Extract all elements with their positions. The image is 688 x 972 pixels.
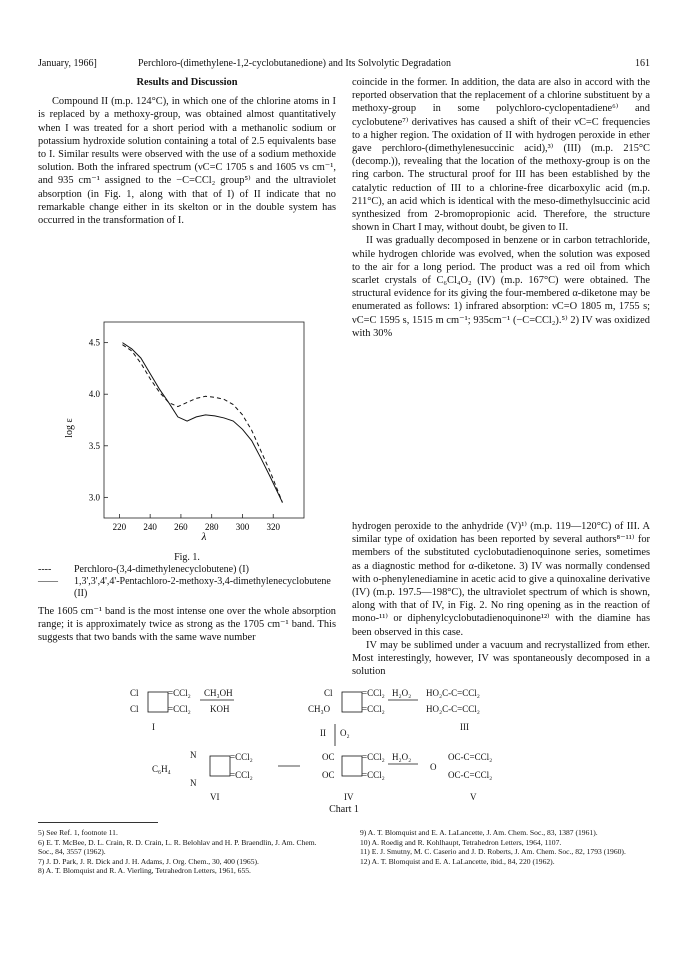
footnote-10: 10) A. Roedig and R. Kohlhaupt, Tetrahedron Letters, 1964, 1107. — [360, 837, 562, 847]
right-paragraph-2: II was gradually decomposed in benzene or in carbon tetrachloride, while hydrogen chloride was evolved, when the solution was exposed to the air for a long period. The product was a red oil from which scarlet crystals of C₆Cl₄O₂ (IV) (m.p. 167°C) were obtained. The structural evidence for its giving the four-membered α-diketone may be enumerated as follows: 1) infrared absorption: νC=O 1805 m, 1755 s; νC=C 1595 s, 1515 m cm⁻¹; 935cm⁻¹ (−C=CCl₂).⁵⁾ 2) IV was oxidized with 30% — [352, 235, 650, 339]
cmpd-vi-ccl2-bot: =CCl₂ — [230, 770, 253, 780]
cmpd-iii-top: HO₂C-C=CCl₂ — [426, 688, 480, 698]
right-paragraph-3: hydrogen peroxide to the anhydride (V)¹⁾ (m.p. 119—120°C) of III. A similar type of oxidation has been reported by several authors⁸⁻¹¹⁾ for members of the substituted cyclobutadienoquinone series, sometimes as a diagnostic method for α-diketone. 3) IV was normally condensed with o-phenylenediamine in acetic acid to give a quinoxaline derivative (IV) (m.p. 197.5—198°C), the ultraviolet spectrum of which is shown, along with that of IV, in Fig. 2. No ring opening as in the reaction of mono-¹¹⁾ or diphenylcyclobutadienoquinone¹²⁾ with the diamine has been observed in this case. — [352, 521, 650, 638]
cmpd-ii-ccl2-top: =CCl₂ — [362, 688, 385, 698]
label-iii: III — [460, 722, 469, 732]
y-tick-label: 4.0 — [88, 389, 100, 400]
x-tick-label: 260 — [174, 522, 188, 532]
y-axis-label: log ε — [64, 418, 75, 438]
footnote-7: 7) J. D. Park, J. R. Dick and J. H. Adams, J. Org. Chem., 30, 400 (1965). — [38, 856, 259, 866]
cmpd-vi-c6h4: C₆H₄ — [152, 764, 171, 774]
cmpd-vi-ccl2-top: =CCl₂ — [230, 752, 253, 762]
footnote-12: 12) A. T. Blomquist and E. A. LaLancette, ibid., 84, 220 (1962). — [360, 856, 555, 866]
label-vi: VI — [210, 792, 220, 802]
figure-1-uv-spectrum — [64, 318, 324, 544]
cmpd-iv-oc-top: OC — [322, 752, 335, 762]
cmpd-i-cl-bot: Cl — [130, 704, 139, 714]
section-title: Results and Discussion — [136, 77, 238, 88]
cmpd-iv-ccl2-top: =CCl₂ — [362, 752, 385, 762]
cmpd-ii-ch3o: CH₃O — [308, 704, 331, 714]
reagent-koh: KOH — [210, 704, 230, 714]
footnote-8: 8) A. T. Blomquist and R. A. Vierling, Tetrahedron Letters, 1961, 655. — [38, 866, 251, 876]
header-date: January, 1966] — [38, 58, 97, 69]
cmpd-i-cl-top: Cl — [130, 688, 139, 698]
label-v: V — [470, 792, 477, 802]
label-ii: II — [320, 728, 326, 738]
footnote-9: 9) A. T. Blomquist and E. A. LaLancette, J. Am. Chem. Soc., 83, 1387 (1961). — [360, 828, 598, 837]
legend-entry-i — [38, 564, 336, 576]
x-tick-label: 280 — [204, 522, 219, 532]
cmpd-ii-cl: Cl — [324, 688, 333, 698]
cmpd-v-bot: OC-C=CCl₂ — [448, 770, 493, 780]
chart-1-reaction-scheme — [130, 684, 570, 808]
cmpd-iv-oc-bot: OC — [322, 770, 335, 780]
reagent-o2: O₂ — [340, 728, 350, 738]
legend-entry-ii — [38, 576, 336, 600]
reagent-ch3oh: CH₃OH — [204, 688, 233, 698]
footnotes-left — [38, 828, 328, 876]
label-i: I — [152, 722, 155, 732]
legend-text-ii: 1,3',3',4',4'-Pentachloro-2-methoxy-3,4-dimethylenecyclobutene (II) — [74, 576, 331, 599]
legend-text-i: Perchloro-(3,4-dimethylenecyclobutene) (I) — [74, 564, 249, 575]
cmpd-v-top: OC-C=CCl₂ — [448, 752, 493, 762]
label-iv: IV — [344, 792, 354, 802]
left-paragraph-2: The 1605 cm⁻¹ band is the most intense one over the whole absorption range; it is approximately twice as strong as the 1705 cm⁻¹ band. This suggests that two bands with the same wave number — [38, 606, 336, 644]
footnote-11: 11) E. J. Smutny, M. C. Caserio and J. D. Roberts, J. Am. Chem. Soc., 82, 1793 (1960). — [360, 847, 626, 857]
right-column — [352, 76, 650, 340]
cmpd-i-ccl2-top: =CCl₂ — [168, 688, 191, 698]
legend-swatch-solid: —— — [38, 576, 58, 587]
footnote-6: 6) E. T. McBee, D. L. Crain, R. D. Crain, L. R. Belohlav and H. P. Braendlin, J. Am. Chem. Soc., 84, 3557 (1962). — [38, 837, 317, 857]
right-paragraph-1: coincide in the former. In addition, the data are also in accord with the reported observation that the replacement of a chlorine substituent by a methoxy-group in some polychloro-cyclopentadiene⁶⁾ and cyclobutene⁷⁾ derivatives has caused a shift of their νC=C frequencies to a higher region. The oxidation of II with hydrogen peroxide in ether gave perchloro-(dimethylenesuccinic acid),³⁾ (III) (m.p. 215°C (decomp.)), revealing that the location of the methoxy-group is on the ring carbon. The structural proof for III has been established by the catalytic reduction of III to a chlorine-free dicarboxylic acid (m.p. 211°C), an acid which is identical with the meso-dimethylsuccinic acid synthesized from 2-bromopropionic acid. Therefore, the structure shown in Chart I may, without doubt, be given to II. — [352, 77, 650, 234]
cmpd-v-o: O — [430, 762, 437, 772]
left-column — [38, 76, 336, 227]
footnote-5: 5) See Ref. 1, footnote 11. — [38, 828, 118, 837]
cmpd-ii-ccl2-bot: =CCl₂ — [362, 704, 385, 714]
right-paragraph-4: IV may be sublimed under a vacuum and recrystallized from ether. Most interestingly, however, IV was spontaneously decomposed in a solution — [352, 639, 650, 678]
right-column-lower — [352, 520, 650, 678]
cmpd-iii-bot: HO₂C-C=CCl₂ — [426, 704, 480, 714]
footnote-rule — [38, 822, 158, 823]
left-paragraph: Compound II (m.p. 124°C), in which one of the chlorine atoms in I is replaced by a methoxy-group, was obtained almost quantitatively when I was treated for a short period with a methanolic sodium or potassium hydroxide solution containing a total of 2.5 equivalents base to I. Similar results were observed with the use of a sodium methoxide solution. Both the infrared spectrum (νC=C 1705 s and 1605 vs cm⁻¹, and 935 cm⁻¹ assigned to the −C=CCl₂ group⁵⁾ and the ultraviolet absorption (in Fig. 1, along with that of I) of II indicate that no remarkable change either in its skelton or in the double system has occurred in the transformation of I. — [38, 96, 336, 227]
series-line-i — [122, 345, 282, 503]
header-title: Perchloro-(dimethylene-1,2-cyclobutanedione) and Its Solvolytic Degradation — [138, 58, 451, 69]
figure-caption — [38, 552, 336, 600]
figure-caption-title: Fig. 1. — [174, 552, 200, 563]
x-axis-label: λ — [201, 531, 207, 543]
reagent-h2o2-2: H₂O₂ — [392, 752, 412, 762]
cmpd-vi-n-top: N — [190, 750, 197, 760]
legend-swatch-dashed: ---- — [38, 564, 52, 575]
y-tick-label: 4.5 — [88, 337, 100, 348]
y-tick-label: 3.5 — [88, 440, 100, 451]
x-tick-label: 240 — [143, 522, 157, 532]
y-tick-label: 3.0 — [88, 492, 100, 503]
series-line-ii — [122, 343, 282, 503]
x-tick-label: 320 — [266, 522, 280, 532]
cmpd-iv-ccl2-bot: =CCl₂ — [362, 770, 385, 780]
scheme-lines — [130, 684, 570, 808]
chart-1-caption: Chart 1 — [329, 804, 359, 815]
page-number: 161 — [635, 58, 650, 69]
cmpd-i-ccl2-bot: =CCl₂ — [168, 704, 191, 714]
x-tick-label: 220 — [112, 522, 127, 532]
x-tick-label: 300 — [235, 522, 250, 532]
cmpd-vi-n-bot: N — [190, 778, 197, 788]
reagent-h2o2-1: H₂O₂ — [392, 688, 412, 698]
footnotes-right — [360, 828, 650, 866]
